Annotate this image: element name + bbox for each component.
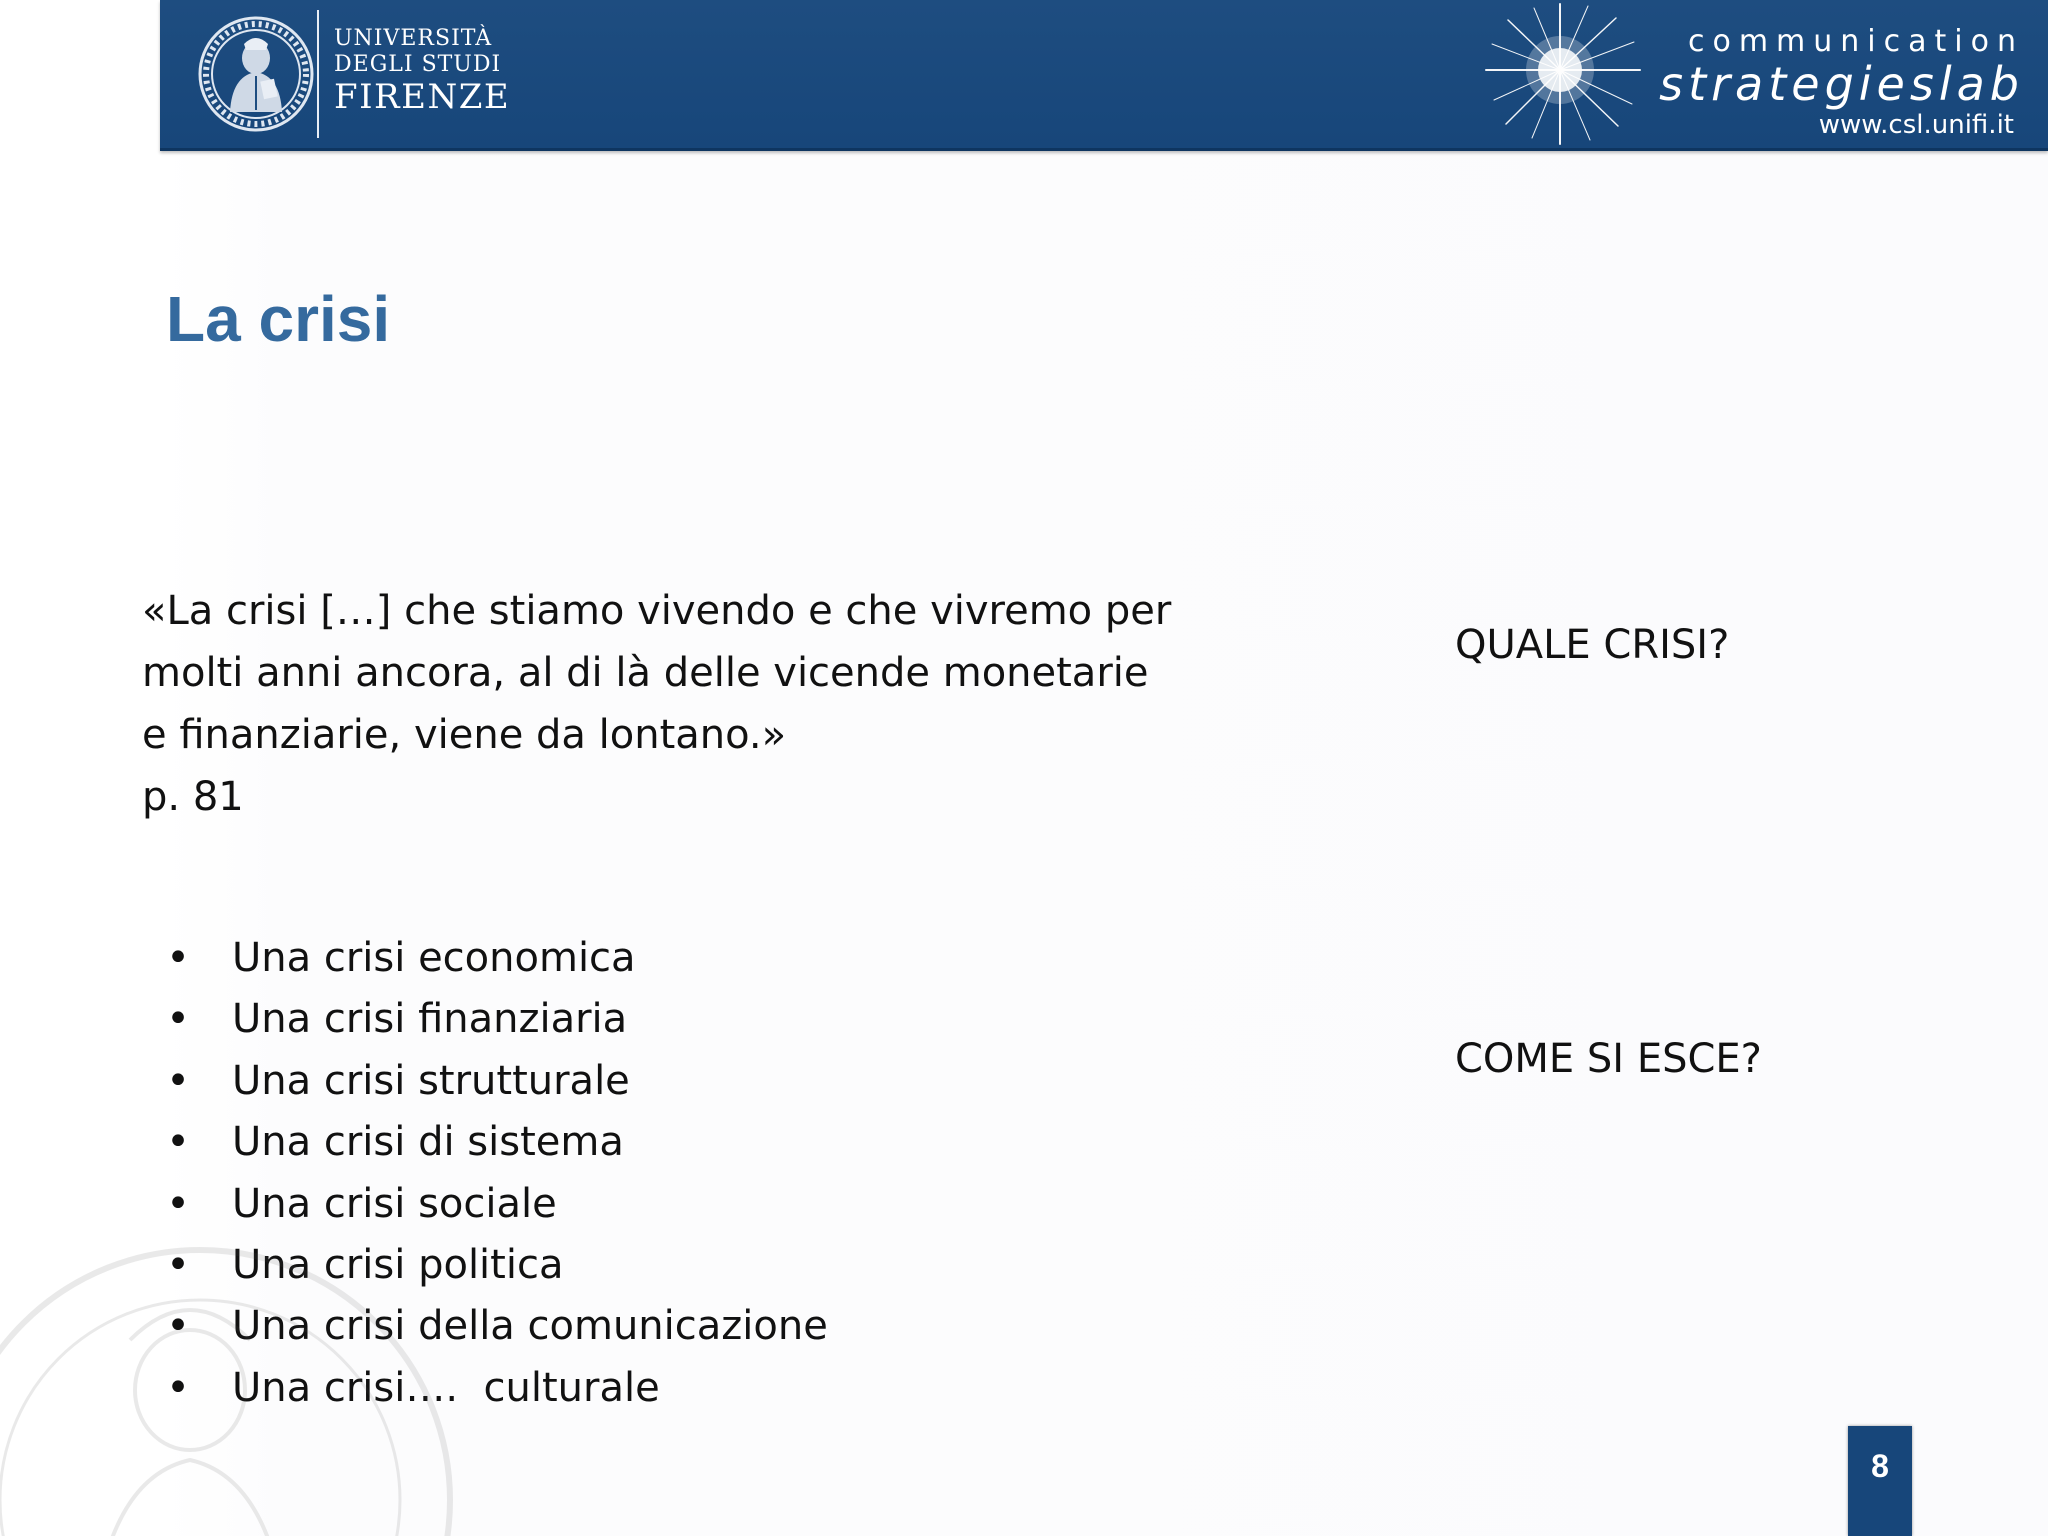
university-name-line-1: UNIVERSITÀ: [334, 26, 493, 51]
bullet-icon: •: [166, 1119, 190, 1166]
seal-watermark: [0, 1240, 460, 1536]
university-name-line-3: FIRENZE: [334, 77, 511, 117]
list-item-text: Una crisi finanziaria: [232, 996, 628, 1043]
lab-url[interactable]: www.csl.unifi.it: [1818, 110, 2014, 140]
header-band: [160, 0, 2048, 151]
list-item-text: Una crisi strutturale: [232, 1057, 630, 1104]
question-how-out: COME SI ESCE?: [1455, 1036, 1762, 1082]
logo-divider: [317, 10, 319, 138]
bullet-icon: •: [166, 935, 190, 981]
list-item-text: Una crisi di sistema: [232, 1119, 624, 1166]
bullet-icon: •: [166, 1241, 190, 1288]
quote-line: e finanziarie, viene da lontano.»: [142, 712, 787, 758]
slide-title: La crisi: [166, 283, 391, 355]
list-item-text: Una crisi economica: [232, 935, 636, 981]
bullet-icon: •: [166, 1364, 190, 1411]
quote-block: [142, 580, 1222, 828]
university-seal-logo: [196, 14, 316, 134]
quote-line: «La crisi […] che stiamo vivendo e che vivremo per: [142, 588, 1172, 634]
lab-name: [1659, 24, 2024, 111]
university-name: [334, 26, 511, 117]
university-name-line-2: DEGLI STUDI: [334, 52, 502, 77]
quote-line: molti anni ancora, al di là delle vicende monetarie: [142, 650, 1149, 696]
bullet-icon: •: [166, 1303, 190, 1350]
lab-name-bottom: strategieslab: [1659, 57, 2024, 111]
bullet-icon: •: [166, 1057, 190, 1104]
list-item-text: Una crisi sociale: [232, 1180, 557, 1227]
starburst-logo: [1472, 0, 1648, 148]
lab-name-top: communication: [1687, 24, 2024, 59]
list-item-text: Una crisi politica: [232, 1241, 564, 1288]
question-which-crisis: QUALE CRISI?: [1455, 622, 1730, 668]
bullet-icon: •: [166, 1180, 190, 1227]
page-number: 8: [1848, 1426, 1912, 1536]
list-item-text: Una crisi della comunicazione: [232, 1303, 828, 1350]
bullet-icon: •: [166, 996, 190, 1043]
list-item-text: Una crisi…. culturale: [232, 1364, 660, 1411]
quote-page-ref: p. 81: [142, 774, 244, 820]
